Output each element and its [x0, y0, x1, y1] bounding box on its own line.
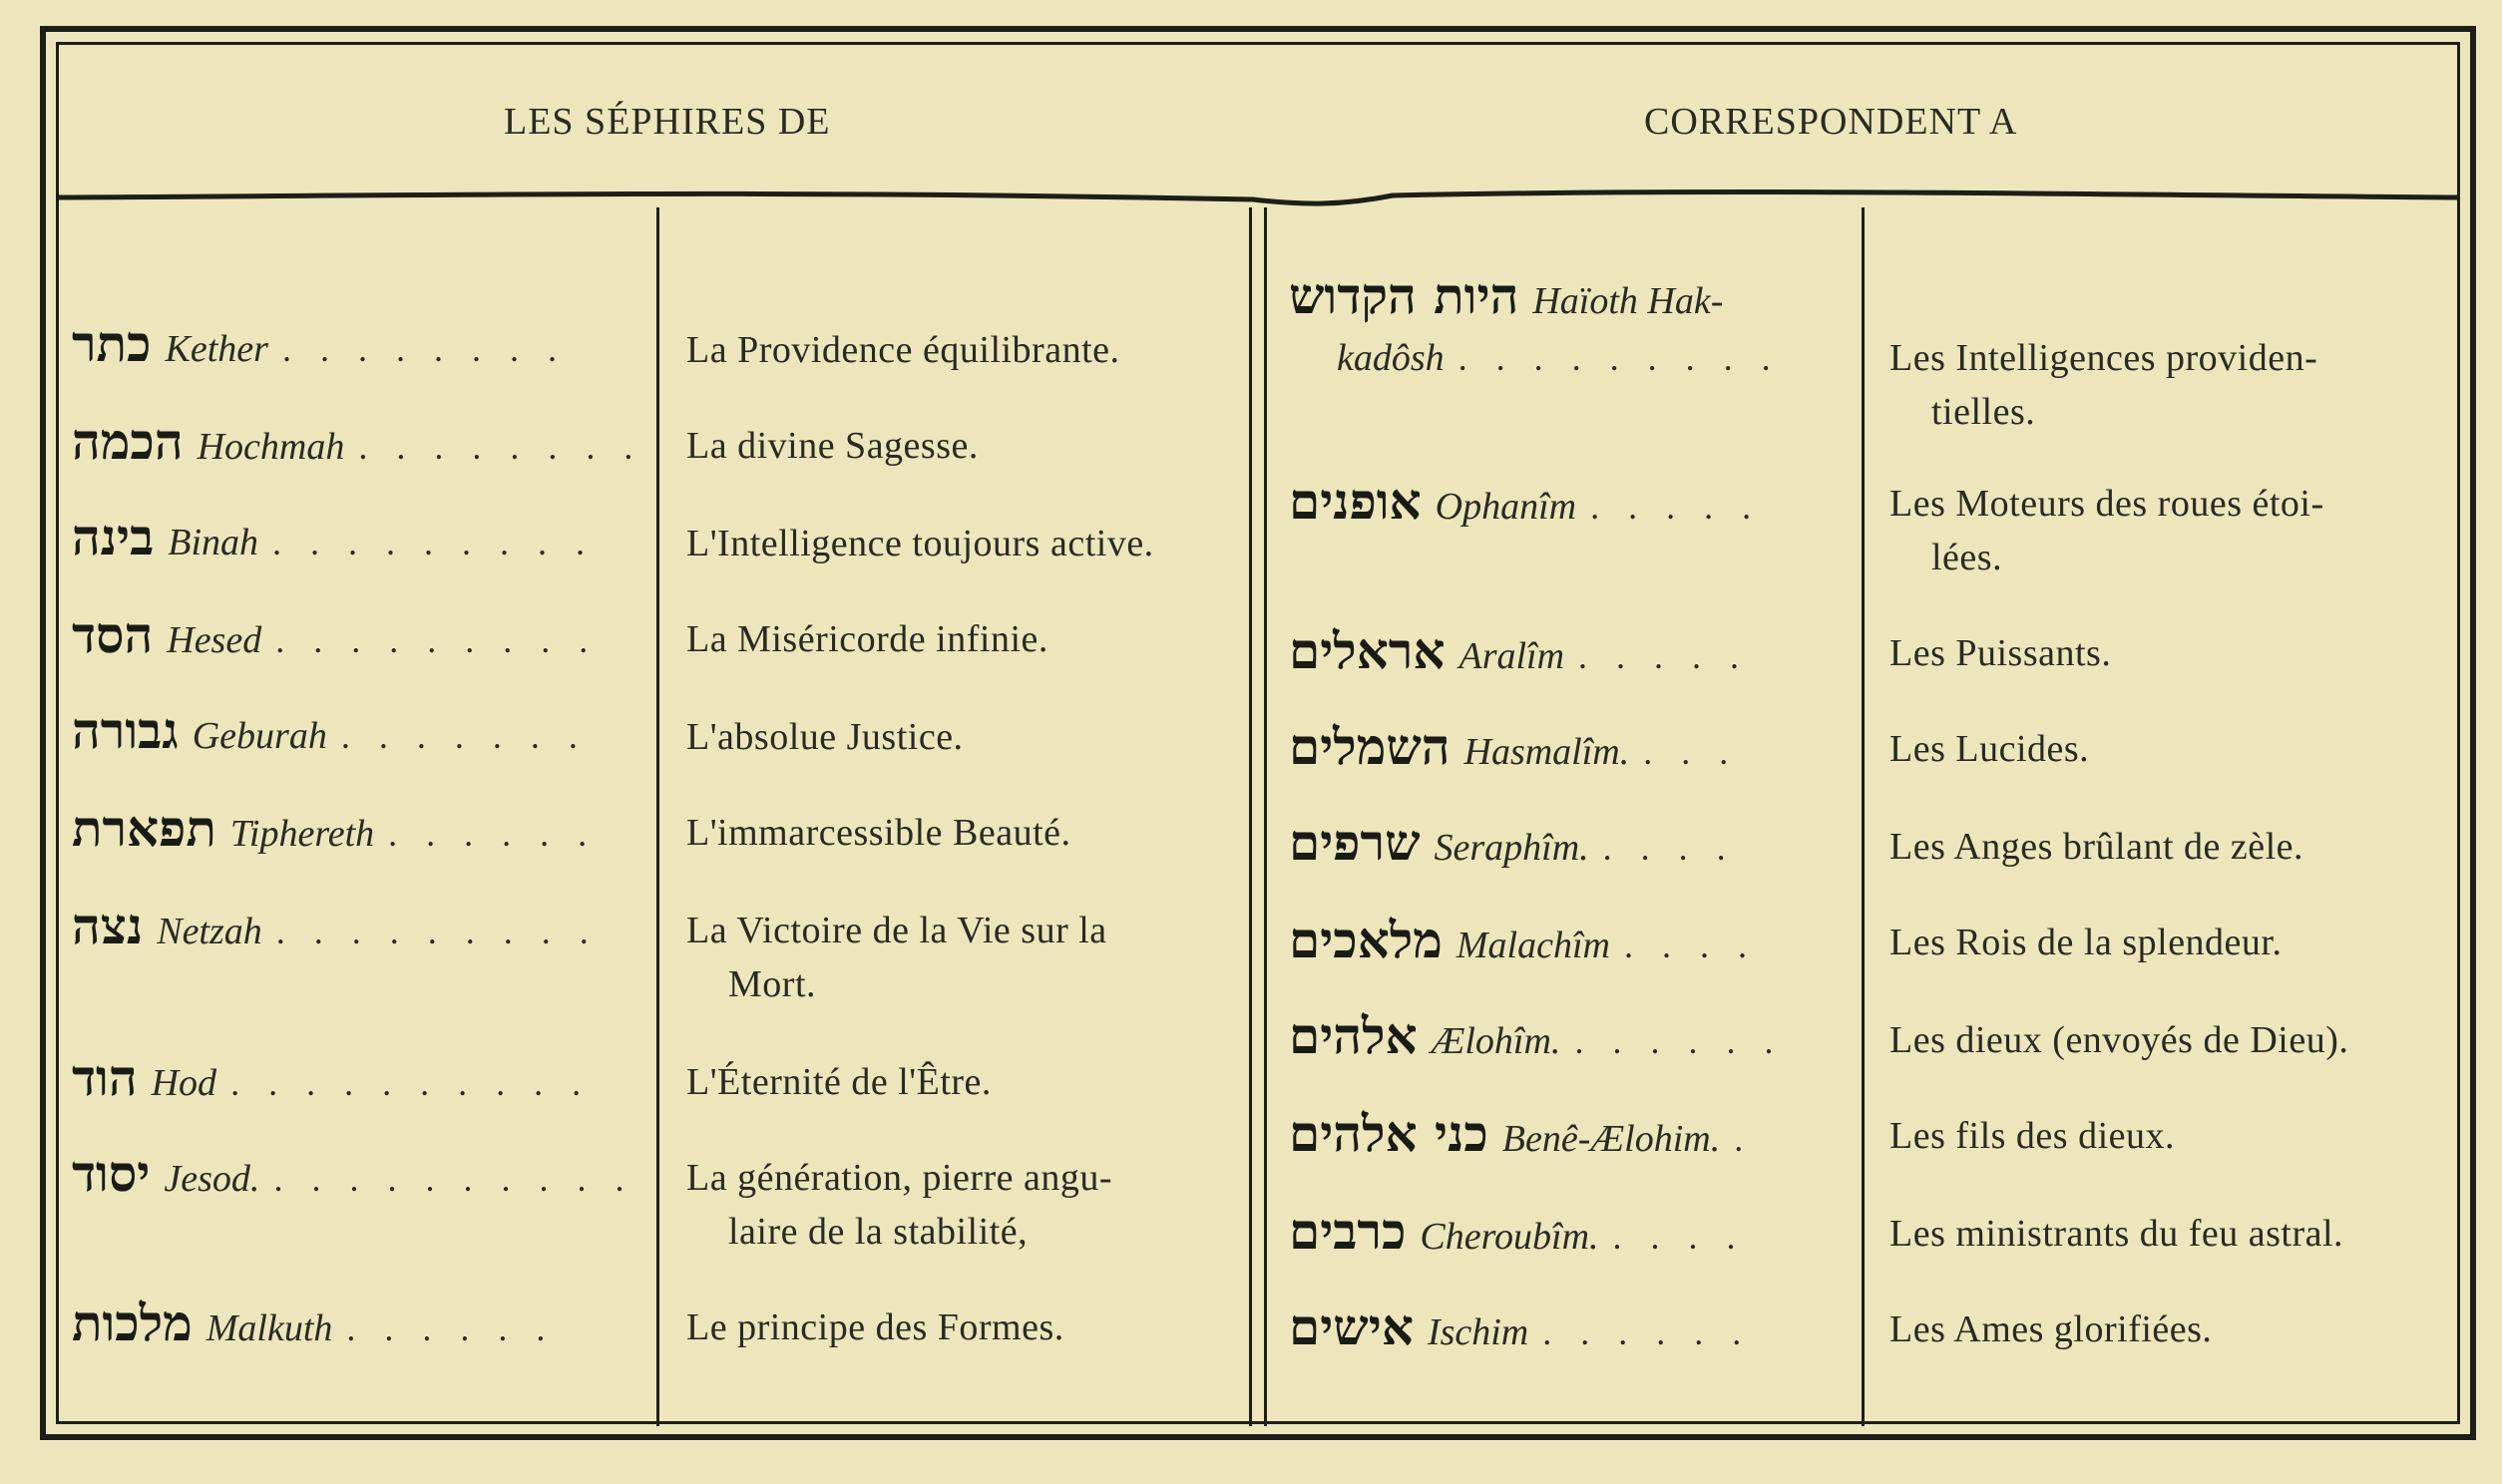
meaning-line: Les Moteurs des roues étoi- [1889, 483, 2324, 525]
correspondence-hebrew: אישים [1289, 1300, 1414, 1356]
sephira-name: Hesed [167, 619, 262, 661]
sephira-row [72, 1297, 650, 1355]
correspondence-name: Ophanîm [1435, 486, 1577, 528]
leader-dots: . [1734, 1119, 1754, 1159]
correspondence-name: Hasmalîm. [1463, 731, 1630, 773]
sephira-meaning: L'absolue Justice. [686, 716, 964, 758]
correspondence-row [1289, 1205, 1858, 1264]
sephira-meaning: Le principe des Formes. [686, 1306, 1064, 1348]
sephira-row [72, 900, 650, 958]
sephira-row [72, 415, 650, 474]
column-rule-3 [1862, 207, 1865, 1426]
sephira-name: Malkuth [206, 1307, 333, 1349]
correspondence-meaning [1889, 477, 2448, 584]
correspondence-name: Cheroubîm. [1420, 1216, 1599, 1258]
correspondence-meaning: Les Lucides. [1889, 728, 2090, 770]
sephira-name: Hod [151, 1062, 217, 1104]
correspondence-row [1289, 914, 1858, 972]
meaning-line: La génération, pierre angu- [686, 1157, 1113, 1199]
leader-dots: . . . . . . [346, 1308, 556, 1348]
correspondence-name: Seraphîm. [1434, 827, 1589, 869]
correspondence-row [1289, 1107, 1858, 1166]
sephira-name: Jesod. [164, 1158, 260, 1200]
column-rule-2 [1249, 207, 1267, 1426]
leader-dots: . . . . [1612, 1217, 1746, 1257]
leader-dots: . . . . . . [1542, 1312, 1752, 1352]
leader-dots: . . . . . . . . [358, 427, 643, 467]
sephira-row [72, 317, 650, 376]
sephira-hebrew: תפארת [72, 802, 216, 858]
sephira-hebrew: גבורה [72, 704, 179, 760]
leader-dots: . . . [1643, 732, 1739, 772]
leader-dots: . . . . [1623, 926, 1757, 965]
sephira-name: Kether [165, 328, 268, 370]
leader-dots: . . . . . . . . . [275, 912, 599, 951]
sephira-hebrew: כתר [72, 317, 152, 373]
correspondence-row [1289, 720, 1858, 779]
sephira-row [72, 704, 650, 763]
correspondence-hebrew: השמלים [1289, 720, 1451, 776]
sephira-hebrew: הוד [72, 1051, 138, 1107]
sephira-meaning: La Miséricorde infinie. [686, 618, 1048, 660]
correspondence-meaning [1889, 331, 2448, 439]
correspondence-meaning: Les Anges brûlant de zèle. [1889, 826, 2304, 868]
leader-dots: . . . . . . . . . . [273, 1159, 634, 1199]
leader-dots: . . . . . . . . . [272, 523, 596, 562]
meaning-line: tielles. [1931, 391, 2036, 433]
correspondence-meaning: Les fils des dieux. [1889, 1115, 2176, 1157]
sephira-row [72, 1051, 650, 1110]
sephira-name: Tiphereth [229, 813, 375, 855]
correspondence-row [1289, 269, 1858, 328]
header-right: CORRESPONDENT A [1644, 101, 2018, 143]
sephira-name: Geburah [192, 715, 327, 757]
correspondence-name: Malachîm [1456, 925, 1610, 966]
sephira-meaning [686, 904, 1245, 1011]
correspondence-row [1289, 624, 1858, 683]
sephira-hebrew: בינה [72, 511, 155, 566]
sephira-row [72, 1147, 650, 1206]
leader-dots: . . . . . . . . [281, 329, 567, 369]
leader-dots: . . . . . . . . . [275, 620, 599, 660]
sephira-meaning [686, 1151, 1245, 1259]
leader-dots: . . . . . . . . . [1458, 338, 1781, 378]
leader-dots: . . . . . [1590, 487, 1762, 527]
correspondence-hebrew: כרבים [1289, 1205, 1407, 1261]
meaning-line: La Victoire de la Vie sur la [686, 910, 1107, 951]
sephira-hebrew: הסד [72, 608, 154, 664]
correspondence-hebrew: כני אלהים [1289, 1107, 1488, 1163]
correspondence-hebrew: מלאכים [1289, 914, 1443, 969]
leader-dots: . . . . . . . . . . [230, 1063, 592, 1103]
correspondence-row [1289, 475, 1858, 534]
sephira-hebrew: מלכות [72, 1297, 193, 1352]
leader-dots: . . . . . . . [340, 716, 588, 756]
sephira-hebrew: הכמה [72, 415, 184, 471]
header-left: LES SÉPHIRES DE [504, 101, 831, 143]
correspondence-name: Benê-Ælohim. [1501, 1118, 1721, 1160]
leader-dots: . . . . . [1578, 636, 1750, 676]
sephira-meaning: L'Éternité de l'Être. [686, 1061, 992, 1103]
leader-dots: . . . . . . [388, 814, 598, 854]
correspondence-meaning: Les ministrants du feu astral. [1889, 1213, 2344, 1255]
sephira-name: Binah [168, 522, 259, 563]
leader-dots: . . . . [1602, 828, 1736, 868]
correspondence-row [1289, 1009, 1858, 1068]
correspondence-meaning: Les dieux (envoyés de Dieu). [1889, 1019, 2349, 1061]
correspondence-name: Aralîm [1459, 635, 1565, 677]
correspondence-hebrew: אראלים [1289, 624, 1446, 680]
correspondence-meaning: Les Rois de la splendeur. [1889, 922, 2283, 963]
correspondence-row [1289, 1300, 1858, 1359]
sephira-meaning: La Providence équilibrante. [686, 329, 1120, 371]
correspondence-row [1289, 816, 1858, 875]
sephira-row [72, 608, 650, 667]
sephira-name: Hochmah [197, 426, 345, 468]
correspondence-name: Ælohîm. [1431, 1020, 1561, 1062]
meaning-line: Mort. [728, 963, 816, 1005]
sephira-hebrew: נצה [72, 900, 144, 955]
meaning-line: Les Intelligences providen- [1889, 337, 2318, 379]
correspondence-hebrew: אופנים [1289, 475, 1422, 531]
sephira-hebrew: יסוד [72, 1147, 151, 1203]
correspondence-hebrew: היות הקדוש [1289, 269, 1519, 325]
sephira-meaning: L'Intelligence toujours active. [686, 523, 1154, 564]
sephira-row [72, 802, 650, 861]
sephira-meaning: La divine Sagesse. [686, 425, 979, 467]
correspondence-name: Ischim [1427, 1311, 1529, 1353]
sephira-name: Netzah [157, 911, 262, 952]
meaning-line: laire de la stabilité, [728, 1211, 1029, 1253]
leader-dots: . . . . . . [1574, 1021, 1784, 1061]
meaning-line: lées. [1931, 537, 2003, 578]
sephira-row [72, 511, 650, 569]
correspondence-name: Haïoth Hak- [1532, 280, 1724, 322]
sephira-meaning: L'immarcessible Beauté. [686, 812, 1071, 854]
correspondence-meaning: Les Ames glorifiées. [1889, 1308, 2213, 1350]
correspondence-hebrew: אלהים [1289, 1009, 1418, 1065]
column-rule-1 [656, 207, 659, 1426]
correspondence-hebrew: שרפים [1289, 816, 1421, 872]
correspondence-row-cont [1337, 331, 1905, 385]
correspondence-name: kadôsh [1337, 337, 1445, 379]
correspondence-meaning: Les Puissants. [1889, 632, 2112, 674]
